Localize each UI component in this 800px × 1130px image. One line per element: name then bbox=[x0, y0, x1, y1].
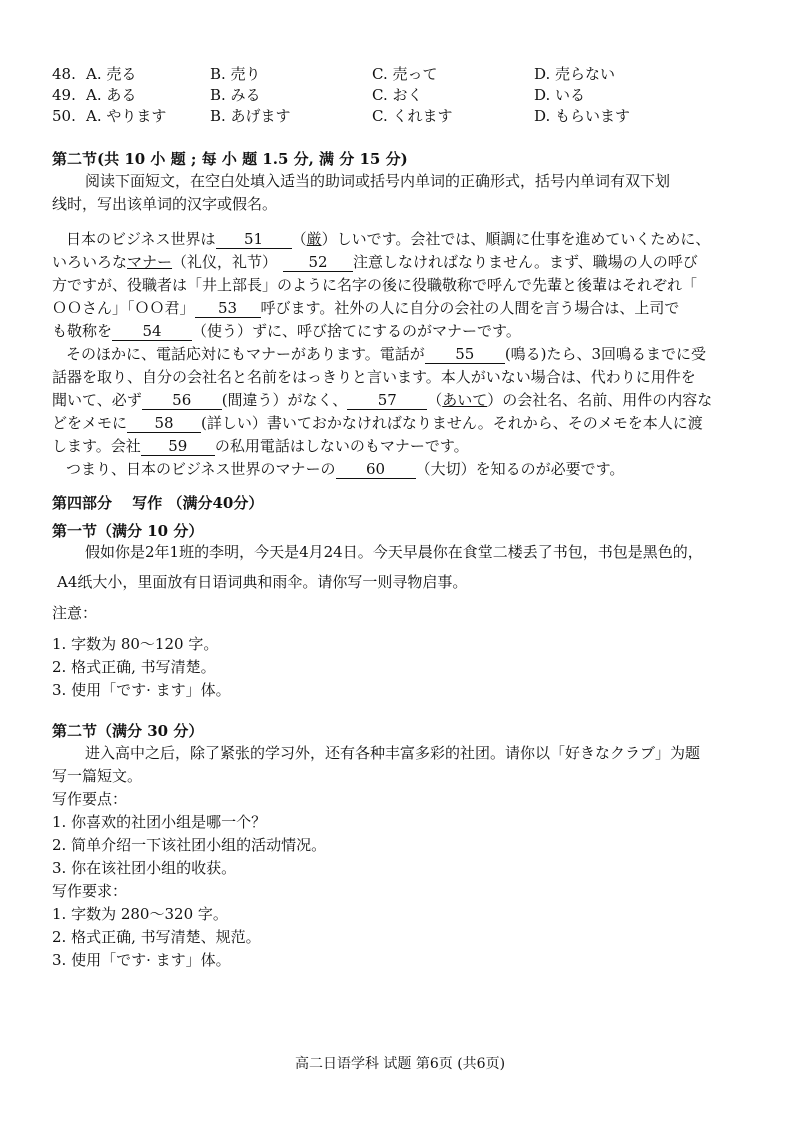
writing-requirement-item: 2. 格式正确, 书写清楚、规范。 bbox=[52, 928, 261, 946]
blank-52: 52 bbox=[283, 254, 353, 272]
option-c: C. 売って bbox=[372, 65, 438, 83]
writing-points-label: 写作要点： bbox=[52, 790, 128, 808]
note-item: 1. 字数为 80～120 字。 bbox=[52, 635, 219, 653]
blank-59: 59 bbox=[141, 438, 215, 456]
passage-line: 話器を取り、自分の会社名と名前をはっきりと言います。本人がいない場合は、代わりに用件を bbox=[52, 368, 696, 386]
passage-line: も敬称を 54 （使う）ずに、呼び捨てにするのがマナーです。 bbox=[52, 322, 521, 340]
blank-53: 53 bbox=[195, 300, 261, 318]
option-a: A. ある bbox=[86, 86, 137, 104]
mcq-row-49 bbox=[52, 85, 752, 106]
note-item: 3. 使用「です· ます」体。 bbox=[52, 681, 231, 699]
passage-line: します。会社 59 の私用電話はしないのもマナーです。 bbox=[52, 437, 469, 455]
writing-2-prompt-line-2: 写一篇短文。 bbox=[52, 767, 143, 785]
passage-line: 方ですが、役職者は「井上部長」のように名字の後に役職敬称で呼んで先輩と後輩はそれぞれ「 bbox=[52, 276, 698, 294]
writing-requirements-label: 写作要求： bbox=[52, 882, 128, 900]
page-footer: 高二日语学科 试题 第6页 (共6页) bbox=[294, 1056, 506, 1072]
option-a: A. やります bbox=[86, 107, 167, 125]
blank-54: 54 bbox=[112, 323, 192, 341]
blank-56: 56 bbox=[142, 392, 222, 410]
mcq-options bbox=[52, 64, 752, 127]
option-c: C. くれます bbox=[372, 107, 453, 125]
passage-line: ＯＯさん」「ＯＯ君」 53 呼びます。社外の人に自分の会社の人間を言う場合は、上司で bbox=[52, 299, 680, 317]
blank-55: 55 bbox=[425, 346, 505, 364]
underlined-word: あいて bbox=[442, 391, 488, 409]
note-item: 2. 格式正确, 书写清楚。 bbox=[52, 658, 216, 676]
passage-line: いろいろなマナー（礼仪，礼节） 52 注意しなければなりません。まず、職場の人の呼び bbox=[52, 253, 698, 271]
writing-1-prompt-line-2: A4纸大小，里面放有日语词典和雨伞。请你写一则寻物启事。 bbox=[57, 573, 468, 591]
passage-line: そのほかに、電話応対にもマナーがあります。電話が 55 (鳴る)たら、3回鳴るまでに受 bbox=[66, 345, 707, 363]
note-label: 注意： bbox=[52, 604, 98, 622]
writing-2-prompt-line-1: 进入高中之后，除了紧张的学习外，还有各种丰富多彩的社团。请你以「好きなクラブ」为题 bbox=[85, 744, 701, 762]
question-number: 49. bbox=[52, 86, 76, 104]
section-heading-writing-1: 第一节（满分 10 分） bbox=[52, 522, 204, 540]
blank-60: 60 bbox=[336, 461, 416, 479]
blank-58: 58 bbox=[127, 415, 201, 433]
section-heading-writing-2: 第二节（满分 30 分） bbox=[52, 722, 204, 740]
writing-point-item: 3. 你在该社团小组的收获。 bbox=[52, 859, 237, 877]
option-d: D. もらいます bbox=[534, 107, 631, 125]
mcq-row-48 bbox=[52, 64, 752, 85]
mcq-row-50 bbox=[52, 106, 752, 127]
passage-line: 日本のビジネス世界は 51 （厳）しいです。会社では、順調に仕事を進めていくために、 bbox=[66, 230, 711, 248]
option-d: D. いる bbox=[534, 86, 586, 104]
blank-57: 57 bbox=[347, 392, 427, 410]
writing-requirement-item: 1. 字数为 280～320 字。 bbox=[52, 905, 228, 923]
passage-line: つまり、日本のビジネス世界のマナーの 60 （大切）を知るのが必要です。 bbox=[66, 460, 625, 478]
option-d: D. 売らない bbox=[534, 65, 616, 83]
question-number: 50. bbox=[52, 107, 76, 125]
blank-51: 51 bbox=[216, 231, 292, 249]
writing-point-item: 2. 简单介绍一下该社团小组的活动情况。 bbox=[52, 836, 327, 854]
passage-line: どをメモに 58 (詳しい）書いておかなければなりません。それから、そのメモを本人に渡 bbox=[52, 414, 703, 432]
passage-line: 聞いて、必ず 56 (間違う）がなく、 57 （あいて）の会社名、名前、用件の内容な bbox=[52, 391, 713, 409]
writing-point-item: 1. 你喜欢的社团小组是哪一个？ bbox=[52, 813, 267, 831]
section-heading-cloze: 第二节(共 10 小 题 ; 每 小 题 1.5 分, 满 分 15 分) bbox=[52, 150, 408, 168]
option-b: B. あげます bbox=[210, 107, 291, 125]
part-heading-writing: 第四部分 写作 （满分40分） bbox=[52, 494, 264, 512]
cloze-passage bbox=[52, 228, 752, 481]
instruction-line-1: 阅读下面短文，在空白处填入适当的助词或括号内单词的正确形式，括号内单词有双下划 bbox=[85, 172, 671, 190]
underlined-word: マナー bbox=[127, 253, 173, 271]
writing-requirement-item: 3. 使用「です· ます」体。 bbox=[52, 951, 231, 969]
instruction-line-2: 线时，写出该单词的汉字或假名。 bbox=[52, 195, 278, 213]
writing-1-prompt-line-1: 假如你是2年1班的李明，今天是4月24日。今天早晨你在食堂二楼丢了书包，书包是黑色的， bbox=[85, 543, 703, 561]
option-a: A. 売る bbox=[86, 65, 137, 83]
question-number: 48. bbox=[52, 65, 76, 83]
option-c: C. おく bbox=[372, 86, 423, 104]
underlined-word: 厳 bbox=[306, 230, 322, 248]
option-b: B. みる bbox=[210, 86, 261, 104]
option-b: B. 売り bbox=[210, 65, 261, 83]
